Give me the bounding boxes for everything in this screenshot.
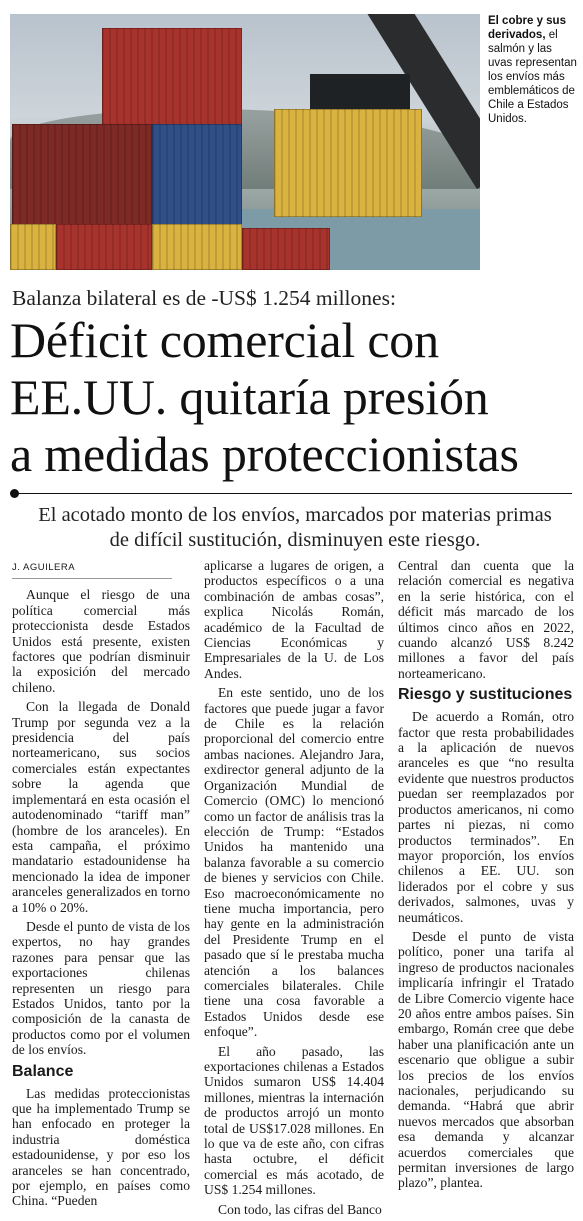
headline-line-3: a medidas proteccionistas — [10, 426, 519, 482]
subhead-balance: Balance — [12, 1062, 74, 1080]
paragraph: aplicarse a lugares de origen, a productos específicos o a una combinación de ambas cosas”, explica Nicolás Román, académico de la Facultad de Ciencias Económicas y Empresariales de la U. de Los Andes. — [204, 558, 384, 681]
paragraph: Central dan cuenta que la relación comercial es negativa en la serie histórica, con el déficit más marcado de los últimos cinco años en 2022, cuando alcanzó US$ 8.242 millones a favor del país norteamericano. — [398, 558, 574, 681]
paragraph: Con todo, las cifras del Banco — [218, 1201, 382, 1217]
paragraph: El año pasado, las exportaciones chilenas a Estados Unidos sumaron US$ 14.404 millones, mientras la internación de productos arrojó un monto total de US$17.028 millones. En lo que va de este año, con cifras hasta octubre, el déficit comercial es más acotado, de US$ 1.254 millones. — [204, 1043, 384, 1198]
headline — [10, 312, 580, 483]
article-column-3 — [398, 558, 574, 1195]
caption-bold: El cobre y sus derivados, — [488, 15, 566, 41]
container-yellow-bottom-left — [10, 224, 56, 270]
kicker: Balanza bilateral es de -US$ 1.254 millones: — [12, 286, 396, 310]
container-red-bottom — [56, 224, 152, 270]
byline: J. AGUILERA — [12, 560, 172, 579]
article-column-1 — [12, 560, 190, 1213]
headline-line-2: EE.UU. quitaría presión — [10, 369, 489, 425]
paragraph: Aunque el riesgo de una política comercial más proteccionista desde Estados Unidos está presente, existen factores que podrían disminuir la exposición del mercado chileno. — [12, 587, 190, 695]
container-blue — [152, 124, 242, 228]
crane-spreader — [310, 74, 410, 114]
paragraph: Las medidas proteccionistas que ha implementado Trump se han enfocado en proteger la industria doméstica estadounidense, y por eso los aranceles se han concentrado, por ejemplo, en países como China. “Pueden — [12, 1085, 190, 1209]
article-column-2 — [204, 558, 384, 1221]
paragraph: De acuerdo a Román, otro factor que resta probabilidades a la aplicación de nuevos aranceles es que “no resulta evidente que nuestros productos puedan ser reemplazados por productos americanos, ni como partes ni piezas, ni como productos terminados”. En mayor proporción, los envíos chilenos a EE. UU. son liderados por el cobre y sus derivados, salmones, uvas y neumáticos. — [398, 709, 574, 925]
paragraph: Desde el punto de vista de los expertos, no hay grandes razones para pensar que las exportaciones chilenas representen un riesgo para Estados Unidos, tanto por la composición de la canasta de productos como por el volumen de los envíos. — [12, 918, 190, 1058]
divider-rule — [14, 493, 572, 494]
paragraph: Desde el punto de vista político, poner una tarifa al ingreso de productos nacionales implicaría infringir el Tratado de Libre Comercio vigente hace 20 años entre ambos países. Sin embargo, Román cree que debe haber una planificación ante un escenario que obligue a subir los precios de los envíos nacionales, perjudicando su demanda. “Habrá que abrir nuevos mercados que absorban esa demanda y alcanzar acuerdos comerciales que permitan inversiones de largo plazo”, plantea. — [398, 928, 574, 1191]
container-yellow-lifted — [274, 109, 422, 217]
container-red-top — [102, 28, 242, 128]
container-red-left — [12, 124, 152, 228]
caption-text: el salmón y las uvas representan los envíos más emblemáticos de Chile a Estados Unidos. — [488, 29, 577, 125]
subhead-riesgo: Riesgo y sustituciones — [398, 686, 573, 704]
container-yellow-bottom — [152, 224, 242, 270]
photo-caption — [488, 14, 578, 126]
deck-subtitle: El acotado monto de los envíos, marcados por materias primas de difícil sustitución, disminuyen este riesgo. — [38, 504, 552, 551]
paragraph: Con la llegada de Donald Trump por segunda vez a la presidencia del país norteamericano, sus socios comerciales están expectantes sobre la agenda que implementará en esta ocasión el autodenominado “tariff man” (hombre de los aranceles). En esta campaña, el próximo mandatario estadounidense ha mencionado la idea de imponer aranceles generalizados en torno a 10% o 20%. — [12, 699, 190, 915]
headline-line-1: Déficit comercial con — [10, 312, 439, 368]
news-photo-shipping-containers — [10, 14, 480, 270]
container-red-right — [242, 228, 330, 270]
paragraph: En este sentido, uno de los factores que puede jugar a favor de Chile es la relación proporcional del comercio entre ambas naciones. Alejandro Jara, exdirector general adjunto de la Organización Mundial de Comercio (OMC) lo mencionó como un factor de análisis tras la elección de Trump: “Estados Unidos ha mantenido una balanza favorable a su comercio de bienes y servicios con Chile. Eso macroeconómicamente no tiene mucha importancia, pero hay gente en la administración del Presidente Trump en el pasado que sí le prestaba mucha atención a los balances comerciales bilaterales. Chile tiene una cosa favorable a Estados Unidos desde ese enfoque”. — [204, 685, 384, 1040]
